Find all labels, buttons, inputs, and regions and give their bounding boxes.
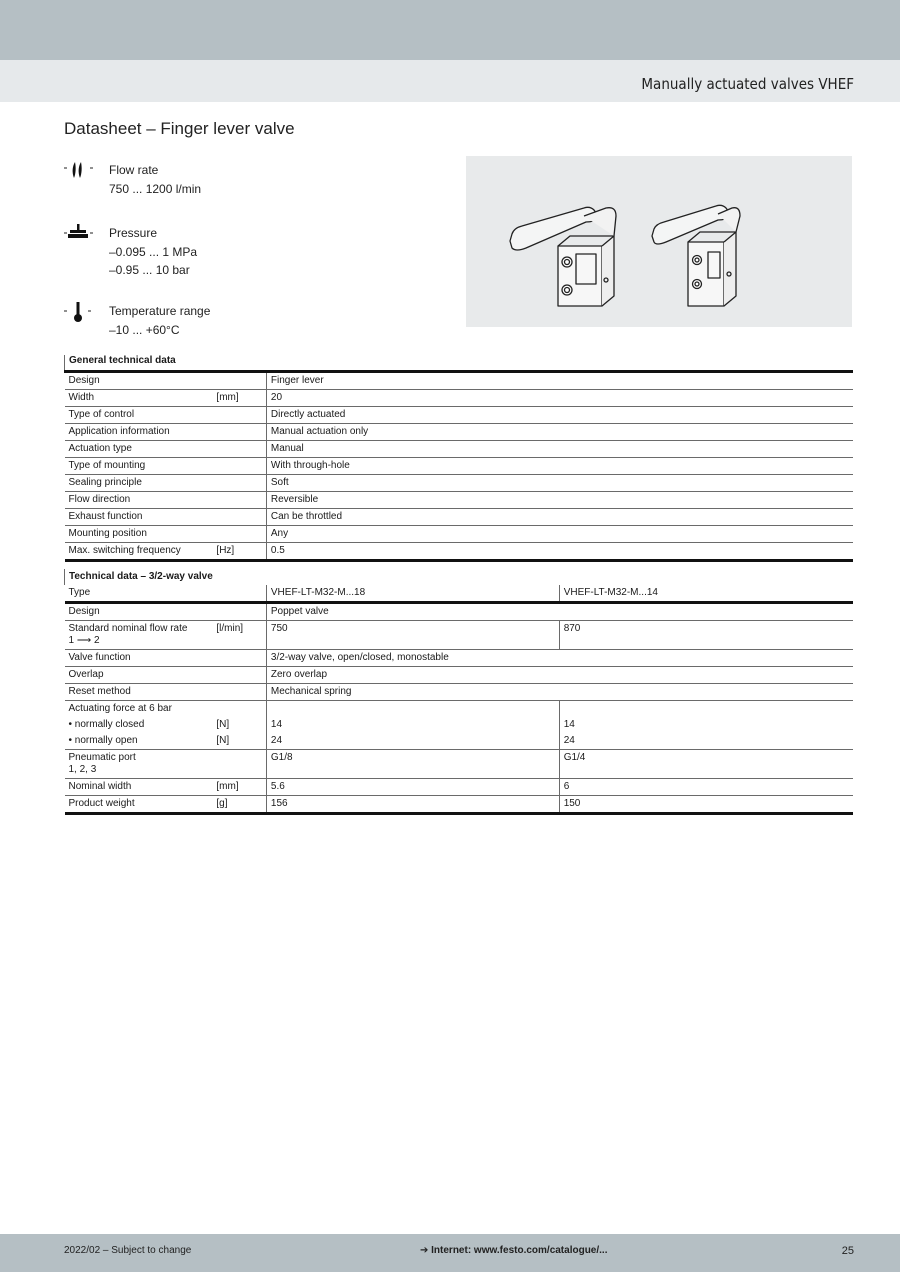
row-value: Manual bbox=[266, 440, 853, 457]
page-number: 25 bbox=[841, 1245, 854, 1257]
row-value: Poppet valve bbox=[266, 603, 853, 621]
row-label: Overlap bbox=[65, 667, 267, 684]
col-header-18: VHEF-LT-M32-M...18 bbox=[266, 585, 559, 603]
table-row bbox=[65, 650, 854, 667]
row-value: Reversible bbox=[266, 491, 853, 508]
header-title: Manually actuated valves VHEF bbox=[641, 75, 854, 93]
row-value: Can be throttled bbox=[266, 508, 853, 525]
top-band bbox=[0, 0, 900, 60]
row-label: Exhaust function bbox=[65, 508, 213, 525]
table-header-row bbox=[65, 585, 854, 603]
temperature-value: –10 ... +60°C bbox=[109, 323, 180, 337]
table-row bbox=[65, 474, 854, 491]
row-value: 0.5 bbox=[266, 542, 853, 560]
row-unit: [N] bbox=[216, 719, 230, 730]
row-value: 3/2-way valve, open/closed, monostable bbox=[266, 650, 853, 667]
table-row bbox=[65, 389, 854, 406]
product-image bbox=[466, 156, 852, 327]
table-row bbox=[65, 684, 854, 701]
row-value: Finger lever bbox=[266, 371, 853, 389]
row-unit bbox=[212, 423, 266, 440]
row-value: 5.6 bbox=[266, 779, 559, 796]
table-title-row bbox=[65, 355, 854, 371]
temperature-label: Temperature range bbox=[109, 304, 211, 318]
row-label: Width bbox=[65, 389, 213, 406]
row-label: Mounting position bbox=[65, 525, 213, 542]
row-label: • normally open bbox=[65, 733, 213, 750]
row-value: 24 bbox=[266, 733, 559, 750]
flow-sub: 1 ⟶ 2 bbox=[68, 635, 100, 646]
footer-internet-link[interactable]: ➔ Internet: www.festo.com/catalogue/... bbox=[420, 1245, 608, 1256]
row-label: Reset method bbox=[65, 684, 267, 701]
row-label: • normally closed bbox=[68, 719, 145, 730]
table-row bbox=[65, 733, 854, 750]
tech-table-title: Technical data – 3/2-way valve bbox=[65, 569, 854, 585]
flow-label: Standard nominal flow rate bbox=[68, 623, 188, 634]
row-unit bbox=[212, 440, 266, 457]
table-row bbox=[65, 796, 854, 814]
row-value: 750 bbox=[266, 621, 559, 650]
row-value: Soft bbox=[266, 474, 853, 491]
row-value: Any bbox=[266, 525, 853, 542]
row-unit: [l/min] bbox=[212, 621, 266, 650]
row-label: Type of mounting bbox=[65, 457, 213, 474]
row-value: 150 bbox=[559, 796, 853, 814]
technical-data-3-2-way-table bbox=[64, 569, 853, 815]
row-label: Valve function bbox=[65, 650, 267, 667]
table-row bbox=[65, 491, 854, 508]
row-value: 20 bbox=[266, 389, 853, 406]
row-unit: [Hz] bbox=[212, 542, 266, 560]
table-row bbox=[65, 603, 854, 621]
row-value: 870 bbox=[559, 621, 853, 650]
table-row bbox=[65, 508, 854, 525]
table-row bbox=[65, 371, 854, 389]
pressure-label: Pressure bbox=[109, 226, 158, 240]
row-unit bbox=[212, 457, 266, 474]
flow-rate-icon bbox=[64, 160, 96, 182]
pressure-icon bbox=[64, 223, 96, 245]
row-label: Nominal width bbox=[65, 779, 213, 796]
spec-temperature bbox=[64, 301, 364, 341]
row-value: Zero overlap bbox=[266, 667, 853, 684]
general-technical-data-table bbox=[64, 355, 853, 562]
row-value: Mechanical spring bbox=[266, 684, 853, 701]
row-value bbox=[266, 701, 559, 718]
table-row bbox=[65, 542, 854, 560]
row-unit bbox=[212, 406, 266, 423]
table-row bbox=[65, 701, 854, 718]
flow-label: Flow rate bbox=[109, 163, 159, 177]
port-sub: 1, 2, 3 bbox=[68, 764, 97, 775]
col-header-14: VHEF-LT-M32-M...14 bbox=[559, 585, 853, 603]
table-row bbox=[65, 440, 854, 457]
thermometer-icon bbox=[64, 301, 96, 323]
row-value: 14 bbox=[559, 717, 853, 733]
type-label: Type bbox=[65, 585, 267, 603]
table-row bbox=[65, 717, 854, 733]
row-unit: [g] bbox=[212, 796, 266, 814]
general-table-title: General technical data bbox=[65, 355, 854, 371]
row-label: Design bbox=[65, 371, 213, 389]
row-value: G1/8 bbox=[266, 750, 559, 779]
table-row bbox=[65, 457, 854, 474]
row-label: Type of control bbox=[65, 406, 213, 423]
row-label: Design bbox=[65, 603, 267, 621]
table-row bbox=[65, 423, 854, 440]
pressure-value-mpa: –0.095 ... 1 MPa bbox=[109, 245, 198, 259]
spec-pressure bbox=[64, 223, 364, 283]
row-unit bbox=[212, 371, 266, 389]
table-title-row bbox=[65, 569, 854, 585]
table-row bbox=[65, 525, 854, 542]
row-label: Flow direction bbox=[65, 491, 213, 508]
row-value bbox=[559, 701, 853, 718]
table-row bbox=[65, 621, 854, 650]
row-label bbox=[65, 621, 213, 650]
row-value: G1/4 bbox=[559, 750, 853, 779]
footer-date: 2022/02 – Subject to change bbox=[64, 1245, 192, 1256]
row-label: Max. switching frequency bbox=[65, 542, 213, 560]
row-label: Product weight bbox=[65, 796, 213, 814]
row-unit bbox=[212, 525, 266, 542]
flow-value: 750 ... 1200 l/min bbox=[109, 182, 202, 196]
row-value: Manual actuation only bbox=[266, 423, 853, 440]
table-row bbox=[65, 667, 854, 684]
row-unit bbox=[212, 474, 266, 491]
table-row bbox=[65, 406, 854, 423]
page-title: Datasheet – Finger lever valve bbox=[64, 119, 295, 138]
row-value: 14 bbox=[266, 717, 559, 733]
row-unit bbox=[212, 491, 266, 508]
row-value: 156 bbox=[266, 796, 559, 814]
row-unit: [N] bbox=[212, 733, 266, 750]
table-row bbox=[65, 750, 854, 779]
row-unit: [mm] bbox=[212, 779, 266, 796]
row-label bbox=[65, 750, 267, 779]
row-label: Actuating force at 6 bar bbox=[68, 703, 172, 714]
row-unit: [mm] bbox=[212, 389, 266, 406]
row-value: Directly actuated bbox=[266, 406, 853, 423]
row-unit bbox=[212, 508, 266, 525]
row-label: Application information bbox=[65, 423, 213, 440]
row-label: Actuation type bbox=[65, 440, 213, 457]
row-value: 24 bbox=[559, 733, 853, 750]
pressure-value-bar: –0.95 ... 10 bar bbox=[109, 263, 190, 277]
table-row bbox=[65, 779, 854, 796]
port-label: Pneumatic port bbox=[68, 752, 136, 763]
row-value: 6 bbox=[559, 779, 853, 796]
row-label: Sealing principle bbox=[65, 474, 213, 491]
row-value: With through-hole bbox=[266, 457, 853, 474]
spec-flow bbox=[64, 160, 364, 200]
